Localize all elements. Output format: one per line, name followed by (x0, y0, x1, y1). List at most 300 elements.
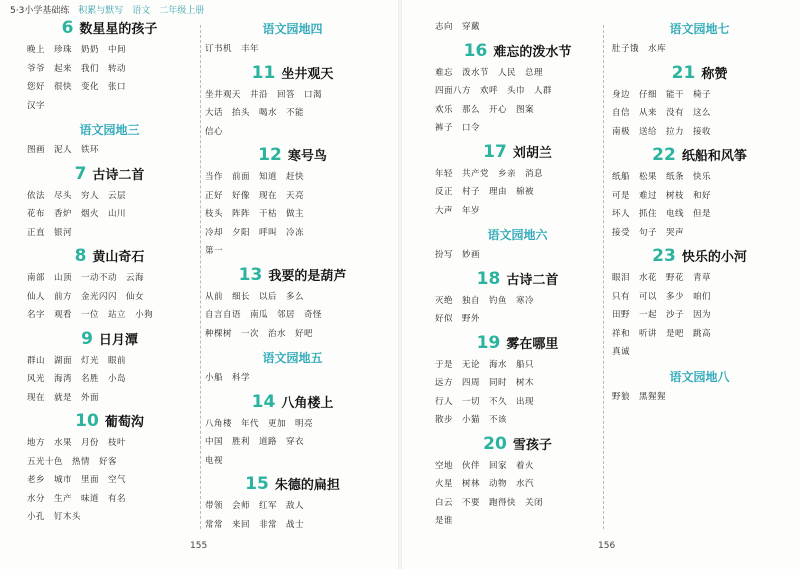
vocab-word: 共产党 (462, 168, 490, 179)
word-row (205, 86, 380, 105)
vocab-word: 不能 (286, 108, 305, 118)
vocab-word: 邻居 (277, 310, 296, 320)
word-row (435, 183, 600, 202)
word-row (435, 202, 600, 221)
page-number-right: 156 (598, 541, 616, 551)
vocab-word: 纸船 (612, 172, 631, 182)
vocab-word: 行人 (435, 396, 454, 407)
vocab-word: 口渴 (304, 89, 323, 100)
vocab-word: 味道 (81, 493, 100, 504)
vocab-word: 可以 (639, 291, 658, 302)
lesson-title (27, 164, 192, 187)
vocab-word: 天亮 (286, 190, 305, 201)
vocab-word: 依法 (27, 190, 46, 201)
lesson-number: 10 (75, 411, 99, 431)
vocab-word: 无论 (462, 359, 481, 370)
unit-heading: 语文园地八 (669, 369, 730, 384)
lesson-title (27, 411, 192, 434)
lesson-number: 14 (251, 391, 276, 412)
word-row (205, 187, 380, 206)
vocab-word: 开心 (489, 104, 508, 115)
vocab-word: 志向 (435, 22, 454, 32)
vocab-word: 站立 (108, 310, 127, 320)
vocab-word: 汉字 (27, 100, 46, 111)
lesson-number: 7 (74, 163, 87, 184)
vocab-word: 云海 (126, 273, 145, 283)
lesson-title (205, 265, 380, 288)
word-row (205, 104, 380, 123)
vocab-word: 年轻 (435, 168, 454, 179)
vocab-word: 裤子 (435, 123, 454, 133)
lesson-name: 古诗二首 (506, 272, 559, 288)
brand-label: 5·3小学基础练 (10, 6, 70, 16)
vocab-word: 老乡 (27, 475, 46, 485)
vocab-word: 名字 (27, 310, 46, 320)
vocab-word: 第一 (205, 246, 224, 256)
lesson-name: 雪孩子 (512, 437, 552, 453)
vocab-word: 起来 (54, 63, 73, 74)
lesson-name: 黄山奇石 (92, 250, 145, 265)
vocab-word: 欢乐 (435, 104, 454, 115)
vocab-word: 大声 (435, 205, 454, 216)
lesson-title (205, 392, 380, 415)
vocab-word: 空地 (435, 460, 454, 471)
word-row (612, 343, 787, 362)
lesson-name: 古诗二首 (92, 167, 145, 183)
word-row (612, 325, 787, 344)
vocab-word: 外面 (81, 392, 100, 403)
column-4 (612, 18, 787, 410)
word-row (27, 508, 192, 527)
word-row (27, 141, 192, 160)
word-row (205, 369, 380, 388)
lesson-name: 寒号鸟 (287, 149, 327, 164)
vocab-word: 您好 (27, 82, 46, 92)
word-row (205, 288, 380, 307)
vocab-word: 野狼 (612, 391, 631, 402)
vocab-word: 烟火 (81, 209, 100, 219)
vocab-word: 订书机 (205, 44, 233, 54)
lesson-name: 刘胡兰 (512, 145, 552, 161)
vocab-word: 爷爷 (27, 63, 46, 74)
vocab-word: 眼泪 (612, 273, 631, 283)
vocab-word: 阵阵 (232, 209, 251, 219)
vocab-word: 穷人 (81, 190, 100, 201)
vocab-word: 树枝 (666, 190, 685, 201)
vocab-word: 火星 (435, 479, 454, 489)
vocab-word: 动物 (489, 479, 508, 489)
vocab-word: 从来 (639, 108, 658, 118)
vocab-word: 真诚 (612, 347, 631, 357)
vocab-word: 丰年 (241, 44, 260, 54)
lesson-name: 称赞 (701, 66, 728, 82)
word-row (435, 374, 600, 393)
vocab-word: 转动 (108, 63, 127, 74)
vocab-word: 小狗 (135, 310, 154, 320)
vocab-word: 群山 (27, 355, 46, 366)
vocab-word: 喝水 (259, 108, 278, 118)
vocab-word: 坐井观天 (205, 89, 242, 100)
word-row (435, 101, 600, 120)
vocab-word: 多少 (666, 291, 685, 302)
vocab-word: 战士 (286, 519, 305, 530)
word-row (435, 356, 600, 375)
vocab-word: 现在 (259, 190, 278, 201)
vocab-word: 很快 (54, 82, 73, 92)
vocab-word: 口令 (462, 123, 481, 133)
lesson-name: 纸船和风筝 (681, 149, 747, 164)
word-row (205, 40, 380, 59)
word-row (612, 269, 787, 288)
word-row (205, 242, 380, 261)
vocab-word: 拉力 (666, 126, 685, 137)
word-row (205, 325, 380, 344)
word-row (27, 490, 192, 509)
vocab-word: 中间 (108, 45, 127, 55)
column-1 (27, 18, 192, 531)
vocab-word: 珍珠 (54, 45, 73, 55)
lesson-number: 8 (74, 246, 87, 266)
vocab-word: 年岁 (462, 205, 481, 216)
vocab-word: 金光闪闪 (81, 291, 118, 302)
word-row (27, 78, 192, 97)
word-row (27, 389, 192, 408)
vocab-word: 眼前 (108, 355, 127, 366)
word-row (612, 104, 787, 123)
word-row (205, 123, 380, 142)
vocab-word: 图案 (516, 104, 535, 115)
column-3 (435, 18, 600, 535)
lesson-number: 22 (652, 145, 676, 165)
vocab-word: 沙子 (666, 310, 685, 320)
vocab-word: 咱们 (693, 291, 712, 302)
vocab-word: 送给 (639, 126, 658, 137)
vocab-word: 小孔 (27, 512, 46, 522)
word-row (435, 82, 600, 101)
vocab-word: 大话 (205, 108, 224, 118)
vocab-word: 棉被 (516, 187, 535, 197)
vocab-word: 明亮 (295, 418, 314, 429)
word-row (205, 516, 380, 535)
word-row (27, 288, 192, 307)
lesson-title (435, 41, 600, 64)
vocab-word: 泥人 (54, 145, 73, 155)
vocab-word: 反正 (435, 187, 454, 197)
vocab-word: 树木 (516, 378, 535, 388)
word-row (205, 205, 380, 224)
vocab-word: 人民 (498, 67, 517, 78)
lesson-name: 难忘的泼水节 (493, 44, 572, 60)
vocab-word: 好客 (99, 456, 118, 467)
vocab-word: 香炉 (54, 209, 73, 219)
word-row (435, 292, 600, 311)
vocab-word: 中国 (205, 437, 224, 447)
unit-heading: 语文园地六 (487, 228, 548, 242)
page-header (10, 3, 204, 16)
word-row (612, 388, 787, 407)
word-row (27, 471, 192, 490)
lesson-name: 数星星的孩子 (79, 22, 158, 37)
vocab-word: 井沿 (250, 89, 269, 100)
vocab-word: 花布 (27, 209, 46, 219)
vocab-word: 哭声 (666, 227, 685, 238)
lesson-title (27, 18, 192, 41)
word-row (435, 310, 600, 329)
vocab-word: 有名 (108, 493, 127, 504)
vocab-word: 能干 (666, 89, 685, 100)
word-row (435, 475, 600, 494)
word-row (612, 86, 787, 105)
lesson-name: 葡萄沟 (104, 415, 144, 430)
vocab-word: 跳高 (693, 328, 712, 339)
vocab-word: 快乐 (693, 172, 712, 182)
vocab-word: 做主 (286, 209, 305, 219)
vocab-word: 生产 (54, 493, 73, 504)
vocab-word: 乡亲 (498, 168, 517, 179)
vocab-word: 红军 (259, 501, 278, 511)
lesson-number: 17 (483, 141, 507, 162)
vocab-word: 一起 (639, 310, 658, 320)
vocab-word: 地方 (27, 438, 46, 448)
vocab-word: 一动不动 (81, 273, 118, 283)
vocab-word: 治水 (268, 328, 287, 339)
vocab-word: 就是 (54, 392, 73, 403)
vocab-word: 句子 (639, 227, 658, 238)
word-row (435, 411, 600, 430)
word-row (27, 97, 192, 116)
vocab-word: 风光 (27, 374, 46, 384)
word-row (27, 370, 192, 389)
vocab-word: 非常 (259, 519, 278, 530)
word-row (27, 41, 192, 60)
vocab-word: 椅子 (693, 89, 712, 100)
word-row (435, 18, 600, 37)
lesson-name: 快乐的小河 (681, 250, 747, 265)
vocab-word: 仙人 (27, 291, 46, 302)
vocab-word: 海水 (489, 359, 508, 370)
word-row (27, 352, 192, 371)
vocab-word: 南极 (612, 126, 631, 137)
column-divider (200, 25, 201, 529)
vocab-word: 四面八方 (435, 86, 472, 96)
vocab-word: 八角楼 (205, 418, 233, 429)
vocab-word: 松果 (639, 172, 658, 182)
vocab-word: 现在 (27, 392, 46, 403)
lesson-title (435, 434, 600, 457)
vocab-word: 不久 (489, 396, 508, 407)
lesson-number: 12 (258, 145, 282, 165)
lesson-number: 13 (238, 264, 263, 285)
page-number-left: 155 (190, 541, 208, 551)
vocab-word: 青草 (693, 273, 712, 283)
vocab-word: 信心 (205, 126, 224, 137)
unit-heading: 语文园地三 (79, 123, 140, 137)
vocab-word: 听讲 (639, 328, 658, 339)
vocab-word: 树林 (462, 479, 481, 489)
vocab-word: 伙伴 (462, 460, 481, 471)
word-row (27, 434, 192, 453)
lesson-number: 23 (652, 246, 676, 266)
vocab-word: 水果 (54, 438, 73, 448)
vocab-word: 难过 (639, 190, 658, 201)
vocab-word: 扮写 (435, 250, 454, 260)
section-gap (612, 406, 787, 410)
vocab-word: 好似 (435, 314, 454, 324)
vocab-word: 同时 (489, 378, 508, 388)
word-row (27, 224, 192, 243)
vocab-word: 泼水节 (462, 67, 490, 78)
vocab-word: 水库 (648, 44, 667, 54)
word-row (205, 306, 380, 325)
vocab-word: 于是 (435, 359, 454, 370)
lesson-number: 15 (245, 474, 269, 494)
vocab-word: 小岛 (108, 374, 127, 384)
lesson-number: 9 (81, 328, 93, 349)
header-subtitle: 积累与默写 语文 二年级上册 (78, 6, 205, 16)
vocab-word: 只有 (612, 291, 631, 302)
vocab-word: 带领 (205, 501, 224, 511)
word-row (27, 269, 192, 288)
vocab-word: 跑得快 (489, 497, 517, 508)
vocab-word: 钓鱼 (489, 295, 508, 306)
vocab-word: 可是 (612, 190, 631, 201)
vocab-word: 灭绝 (435, 295, 454, 306)
vocab-word: 仔细 (639, 89, 658, 100)
word-row (612, 187, 787, 206)
vocab-word: 枝头 (205, 209, 224, 219)
vocab-word: 水汽 (516, 479, 535, 489)
vocab-word: 因为 (693, 310, 712, 320)
vocab-word: 回家 (489, 460, 508, 471)
word-row (27, 187, 192, 206)
vocab-word: 一切 (462, 396, 481, 407)
word-row (435, 494, 600, 513)
word-row (27, 60, 192, 79)
vocab-word: 难忘 (435, 67, 454, 78)
vocab-word: 前方 (54, 291, 73, 302)
vocab-word: 人群 (534, 86, 553, 96)
vocab-word: 海湾 (54, 374, 73, 384)
vocab-word: 理由 (489, 187, 508, 197)
section-gap (27, 527, 192, 531)
word-row (27, 205, 192, 224)
vocab-word: 一位 (81, 310, 100, 320)
unit-heading: 语文园地七 (669, 22, 730, 36)
word-row (27, 453, 192, 472)
vocab-word: 空气 (108, 475, 127, 485)
vocab-word: 山顶 (54, 273, 73, 283)
vocab-word: 着火 (516, 460, 535, 471)
vocab-word: 黑猩猩 (639, 391, 667, 402)
lesson-title (205, 63, 380, 86)
vocab-word: 会师 (232, 501, 251, 511)
vocab-word: 是吧 (666, 328, 685, 339)
lesson-title (612, 63, 787, 86)
word-row (612, 306, 787, 325)
vocab-word: 一次 (241, 328, 260, 339)
vocab-word: 穿衣 (286, 437, 305, 447)
vocab-word: 张口 (108, 82, 127, 92)
vocab-word: 名胜 (81, 374, 100, 384)
vocab-word: 年代 (241, 418, 260, 429)
vocab-word: 回答 (277, 89, 296, 100)
vocab-word: 身边 (612, 89, 631, 100)
vocab-word: 观看 (54, 310, 73, 320)
vocab-word: 那么 (462, 104, 481, 115)
vocab-word: 欢呼 (480, 86, 499, 96)
vocab-word: 南部 (27, 273, 46, 283)
vocab-word: 自言自语 (205, 310, 242, 320)
column-divider (603, 25, 604, 529)
vocab-word: 好吧 (295, 328, 314, 339)
word-row (435, 119, 600, 138)
vocab-word: 祥和 (612, 328, 631, 339)
vocab-word: 知道 (259, 172, 278, 182)
word-row (205, 497, 380, 516)
lesson-number: 6 (61, 18, 74, 38)
vocab-word: 图画 (27, 145, 46, 155)
vocab-word: 五光十色 (27, 456, 64, 467)
lesson-number: 20 (483, 433, 507, 454)
word-row (27, 306, 192, 325)
lesson-number: 11 (251, 62, 276, 83)
vocab-word: 以后 (259, 291, 278, 302)
vocab-word: 常常 (205, 519, 224, 530)
vocab-word: 科学 (232, 373, 251, 383)
vocab-word: 正直 (27, 227, 46, 238)
vocab-word: 湖面 (54, 355, 73, 366)
vocab-word: 敌人 (286, 501, 305, 511)
vocab-word: 田野 (612, 310, 631, 320)
vocab-word: 四周 (462, 378, 481, 388)
word-row (435, 246, 600, 265)
vocab-word: 枝叶 (108, 438, 127, 448)
lesson-title (27, 329, 192, 352)
word-row (205, 224, 380, 243)
vocab-word: 我们 (81, 63, 100, 74)
vocab-word: 赶快 (286, 172, 305, 182)
vocab-word: 晚上 (27, 45, 46, 55)
lesson-title (205, 145, 380, 168)
vocab-word: 是谁 (435, 516, 454, 526)
vocab-word: 水花 (639, 273, 658, 283)
vocab-word: 妙画 (462, 250, 481, 260)
lesson-name: 日月潭 (98, 332, 138, 348)
word-row (612, 288, 787, 307)
section-gap (205, 534, 380, 538)
lesson-number: 19 (476, 332, 501, 353)
vocab-word: 消息 (525, 168, 544, 179)
vocab-word: 头巾 (507, 86, 526, 96)
vocab-word: 冷冻 (286, 227, 305, 238)
vocab-word: 穿戴 (462, 22, 481, 32)
vocab-word: 来回 (232, 519, 251, 530)
lesson-name: 坐井观天 (281, 66, 334, 82)
vocab-word: 干枯 (259, 209, 278, 219)
vocab-word: 好像 (232, 190, 251, 201)
vocab-word: 小船 (205, 373, 224, 383)
vocab-word: 银河 (54, 227, 73, 238)
column-2 (205, 18, 380, 538)
word-row (612, 224, 787, 243)
lesson-number: 18 (476, 268, 501, 289)
vocab-word: 野花 (666, 273, 685, 283)
vocab-word: 山川 (108, 209, 127, 219)
vocab-word: 寒冷 (516, 295, 535, 306)
lesson-name: 雾在哪里 (506, 336, 559, 352)
vocab-word: 奇怪 (304, 310, 323, 320)
vocab-word: 散步 (435, 415, 454, 425)
